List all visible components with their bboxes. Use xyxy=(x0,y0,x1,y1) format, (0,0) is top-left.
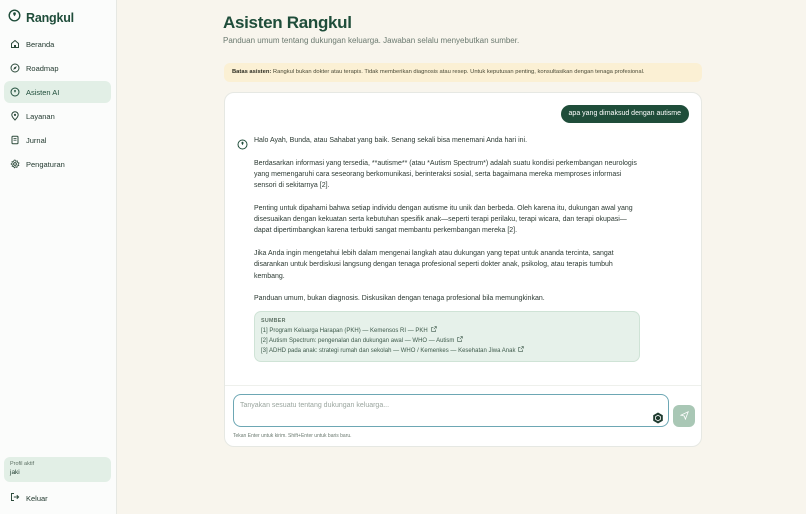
external-link-icon xyxy=(518,346,524,356)
sidebar-item-label: Roadmap xyxy=(26,63,59,73)
disclaimer-text: Rangkul bukan dokter atau terapis. Tidak memberikan diagnosis atau resep. Untuk keputusan penting, konsultasikan dengan tenaga profesional. xyxy=(271,69,645,75)
chat-divider xyxy=(225,385,701,386)
external-link-icon xyxy=(457,336,463,346)
map-pin-icon xyxy=(10,111,20,121)
sidebar-item-label: Beranda xyxy=(26,39,55,49)
sidebar-item-asisten-ai[interactable] xyxy=(4,81,111,103)
assistant-paragraph: Halo Ayah, Bunda, atau Sahabat yang baik. Senang sekali bisa menemani Anda hari ini. xyxy=(254,137,528,144)
send-button[interactable] xyxy=(673,405,695,427)
compass-icon xyxy=(10,63,20,73)
assistant-message xyxy=(254,135,638,316)
sources-box xyxy=(254,311,640,362)
chat-panel xyxy=(224,92,702,447)
assistant-paragraph: Berdasarkan informasi yang tersedia, **autisme** (atau *Autism Spectrum*) adalah suatu kondisi perkembangan neurologis yang memengaruhi cara seseorang berkomunikasi, berinteraksi sosial, serta bagaimana mereka memproses informasi sensori di sekitarnya [2]. xyxy=(254,159,637,190)
assistant-paragraph: Penting untuk dipahami bahwa setiap individu dengan autisme itu unik dan berbeda. Oleh karena itu, dukungan awal yang disesuaikan dengan kekuatan serta kebutuhan spesifik anak—seperti terapi perilaku, terapi wicara, dan terapi okupasi—dapat dipertimbangkan karena terbukti sangat membantu perkembangan mereka [2]. xyxy=(254,204,633,235)
disclaimer-banner xyxy=(224,63,702,82)
user-message: apa yang dimaksud dengan autisme xyxy=(561,105,689,123)
source-link[interactable] xyxy=(261,326,633,336)
logout-label: Keluar xyxy=(26,493,48,503)
sidebar xyxy=(0,0,117,514)
source-label: [2] Autism Spectrum: pengenalan dan dukungan awal — WHO — Autism xyxy=(261,338,455,344)
extension-icon[interactable] xyxy=(652,411,664,423)
sidebar-item-label: Pengaturan xyxy=(26,159,65,169)
sidebar-item-label: Layanan xyxy=(26,111,55,121)
profile-label: Profil aktif xyxy=(10,461,35,467)
send-icon xyxy=(680,407,689,425)
logo-icon xyxy=(8,9,21,27)
sidebar-nav xyxy=(4,33,111,177)
source-link[interactable] xyxy=(261,336,633,346)
assistant-paragraph: Jika Anda ingin mengetahui lebih dalam mengenai langkah atau dukungan yang tepat untuk ananda tercinta, sangat disarankan untuk berdiskusi langsung dengan tenaga profesional seperti dokter anak, psikolog, atau terapis tumbuh kembang. xyxy=(254,249,614,280)
brand-name: Rangkul xyxy=(26,11,74,25)
external-link-icon xyxy=(431,326,437,336)
chat-input[interactable]: Tanyakan sesuatu tentang dukungan keluarga... xyxy=(233,394,669,427)
page-subtitle: Panduan umum tentang dukungan keluarga. Jawaban selalu menyebutkan sumber. xyxy=(223,36,520,45)
sidebar-item-beranda[interactable] xyxy=(4,33,111,55)
home-icon xyxy=(10,39,20,49)
sidebar-item-layanan[interactable] xyxy=(4,105,111,127)
gear-icon xyxy=(10,159,20,169)
input-hint: Tekan Enter untuk kirim. Shift+Enter untuk baris baru. xyxy=(233,433,352,439)
chat-icon xyxy=(10,87,20,97)
sidebar-item-label: Asisten AI xyxy=(26,87,60,97)
journal-icon xyxy=(10,135,20,145)
active-profile[interactable] xyxy=(4,457,111,482)
profile-name: jaki xyxy=(10,469,20,476)
source-label: [3] ADHD pada anak: strategi rumah dan sekolah — WHO / Kemenkes — Kesehatan Jiwa Anak xyxy=(261,348,516,354)
sidebar-item-jurnal[interactable] xyxy=(4,129,111,151)
source-link[interactable] xyxy=(261,346,633,356)
page-title: Asisten Rangkul xyxy=(223,13,352,32)
logout-button[interactable] xyxy=(10,492,48,504)
sources-title: SUMBER xyxy=(261,318,286,324)
sidebar-item-roadmap[interactable] xyxy=(4,57,111,79)
assistant-avatar-icon xyxy=(237,137,248,155)
disclaimer-title: Batas asisten: xyxy=(232,69,272,75)
brand[interactable] xyxy=(8,9,74,27)
sidebar-item-label: Jurnal xyxy=(26,135,47,145)
sidebar-item-pengaturan[interactable] xyxy=(4,153,111,175)
logout-icon xyxy=(10,492,20,504)
assistant-disclaimer: Panduan umum, bukan diagnosis. Diskusikan dengan tenaga profesional bila memungkinkan. xyxy=(254,295,545,303)
source-label: [1] Program Keluarga Harapan (PKH) — Kemensos RI — PKH xyxy=(261,328,428,334)
